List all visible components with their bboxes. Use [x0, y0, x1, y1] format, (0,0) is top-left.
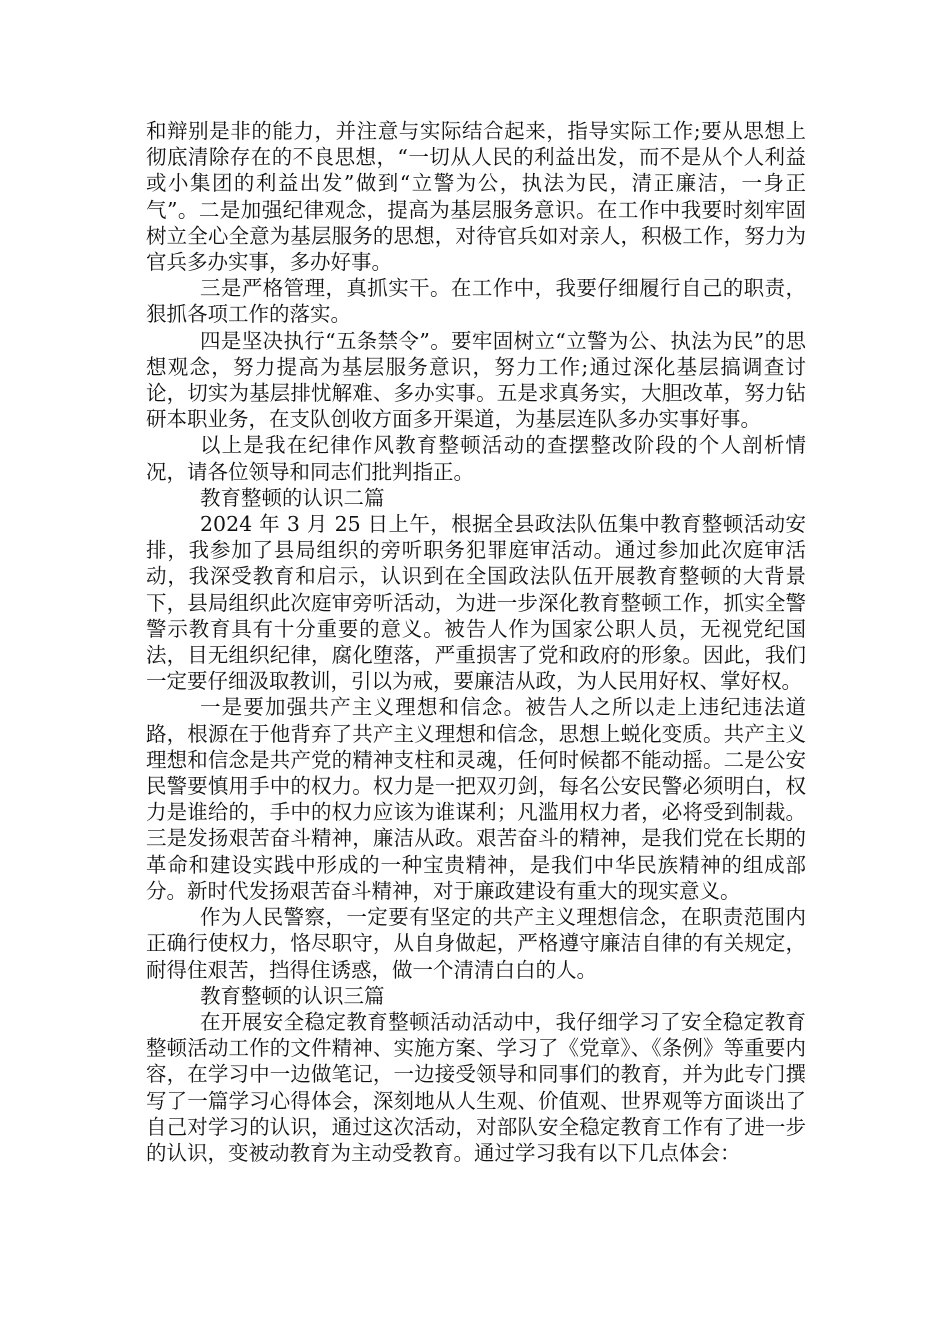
document-body	[146, 118, 806, 1166]
paragraph-lessons: 一是要加强共产主义理想和信念。被告人之所以走上违纪违法道路，根源在于他背弃了共产主义理想和信念，思想上蜕化变质。共产主义理想和信念是共产党的精神支柱和灵魂，任何时候都不能动摇。二是公安民警要慎用手中的权力。权力是一把双刃剑，每名公安民警必须明白，权力是谁给的，手中的权力应该为谁谋利；凡滥用权力者，必将受到制裁。三是发扬艰苦奋斗精神，廉洁从政。艰苦奋斗的精神，是我们党在长期的革命和建设实践中形成的一种宝贵精神，是我们中华民族精神的组成部分。新时代发扬艰苦奋斗精神，对于廉政建设有重大的现实意义。	[146, 695, 806, 903]
section-heading-two: 教育整顿的认识二篇	[200, 485, 385, 510]
paragraph-point-four: 四是坚决执行“五条禁令”。要牢固树立“立警为公、执法为民”的思想观念，努力提高为基层服务意识，努力工作;通过深化基层搞调查讨论，切实为基层排忧解难、多办实事。五是求真务实，大胆改革，努力钻研本职业务，在支队创收方面多开渠道，为基层连队多办实事好事。	[146, 328, 806, 432]
paragraph-conclusion: 以上是我在纪律作风教育整顿活动的查摆整改阶段的个人剖析情况，请各位领导和同志们批判指正。	[146, 433, 806, 484]
paragraph-police-duty: 作为人民警察，一定要有坚定的共产主义理想信念，在职责范围内正确行使权力，恪尽职守，从自身做起，严格遵守廉洁自律的有关规定，耐得住艰苦，挡得住诱惑，做一个清清白白的人。	[146, 905, 806, 982]
section-heading-three: 教育整顿的认识三篇	[200, 983, 385, 1008]
paragraph-point-three: 三是严格管理，真抓实干。在工作中，我要仔细履行自己的职责，狠抓各项工作的落实。	[146, 276, 806, 327]
paragraph-continued: 和辩别是非的能力，并注意与实际结合起来，指导实际工作;要从思想上彻底清除存在的不良思想，“一切从人民的利益出发，而不是从个人利益或小集团的利益出发”做到“立警为公，执法为民，清正廉洁，一身正气”。二是加强纪律观念，提高为基层服务意识。在工作中我要时刻牢固树立全心全意为基层服务的思想，对待官兵如对亲人，积极工作，努力为官兵多办实事，多办好事。	[146, 119, 806, 275]
paragraph-study: 在开展安全稳定教育整顿活动活动中，我仔细学习了安全稳定教育整顿活动工作的文件精神、实施方案、学习了《党章》、《条例》等重要内容，在学习中一边做笔记，一边接受领导和同事们的教育，并为此专门撰写了一篇学习心得体会，深刻地从人生观、价值观、世界观等方面谈出了自己对学习的认识，通过这次活动，对部队安全稳定教育工作有了进一步的认识，变被动教育为主动受教育。通过学习我有以下几点体会：	[146, 1009, 806, 1165]
paragraph-trial-intro: 2024 年 3 月 25 日上午，根据全县政法队伍集中教育整顿活动安排，我参加了县局组织的旁听职务犯罪庭审活动。通过参加此次庭审活动，我深受教育和启示，认识到在全国政法队伍开展教育整顿的大背景下，县局组织此次庭审旁听活动，为进一步深化教育整顿工作，抓实全警警示教育具有十分重要的意义。被告人作为国家公职人员，无视党纪国法，目无组织纪律，腐化堕落，严重损害了党和政府的形象。因此，我们一定要仔细汲取教训，引以为戒，要廉洁从政，为人民用好权、掌好权。	[146, 512, 806, 694]
